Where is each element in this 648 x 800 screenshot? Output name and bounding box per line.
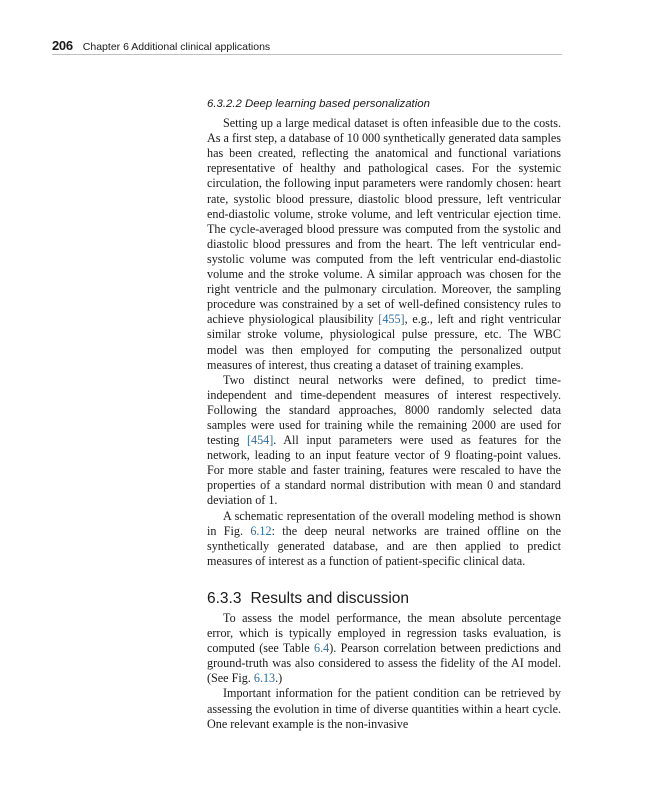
section-number: 6.3.3 bbox=[207, 589, 242, 607]
paragraph-1-text-end: , e.g., left and right ventricular similar stroke volume, physiological pulse pressure, etc. The WBC model was then employed for computing the personalized output measures of interest, thus creating a dataset of training examples. bbox=[207, 312, 561, 372]
paragraph-2-text-end: . All input parameters were used as features for the network, leading to an input feature vector of 9 floating-point values. For more stable and faster training, features were rescaled to have the properties of a standard normal distribution with mean 0 and standard deviation of 1. bbox=[207, 433, 561, 508]
paragraph-5 bbox=[207, 686, 561, 731]
paragraph-3 bbox=[207, 509, 561, 569]
figure-6-13-link[interactable]: 6.13 bbox=[253, 671, 276, 686]
header-rule bbox=[52, 54, 562, 55]
paragraph-1 bbox=[207, 116, 561, 373]
paragraph-4-text-mid: ). Pearson correlation between predictions and ground-truth was also considered to assess the fidelity of the AI model. (See Fig. bbox=[207, 641, 561, 686]
figure-6-12-link[interactable]: 6.12 bbox=[250, 523, 272, 538]
page-number: 206 bbox=[52, 38, 73, 53]
subsubsection-heading: 6.3.2.2 Deep learning based personalization bbox=[207, 98, 430, 110]
paragraph-3-text-end: : the deep neural networks are trained offline on the synthetically generated database, and are then applied to predict measures of interest as a function of patient-specific clinical data. bbox=[207, 523, 561, 568]
section-title: Results and discussion bbox=[250, 589, 410, 607]
paragraph-5-text: Important information for the patient condition can be retrieved by assessing the evolution in time of diverse quantities within a heart cycle. One relevant example is the non-invasive bbox=[207, 686, 561, 731]
paragraph-2 bbox=[207, 373, 561, 509]
paragraph-4-text-end: .) bbox=[275, 671, 283, 686]
chapter-title: Chapter 6 Additional clinical applications bbox=[82, 41, 271, 53]
paragraph-4 bbox=[207, 611, 561, 686]
body-text bbox=[207, 97, 561, 732]
section-heading bbox=[207, 591, 561, 606]
paragraph-1-text: Setting up a large medical dataset is often infeasible due to the costs. As a first step, a database of 10 000 synthetically generated data samples has been created, reflecting the anatomical and functional variations representative of healthy and pathological cases. For the systemic circulation, the following input parameters were randomly chosen: heart rate, systolic blood pressure, diastolic blood pressure, left ventricular end-diastolic volume, stroke volume, and left ventricular ejection time. The cycle-averaged blood pressure was computed from the systolic and diastolic blood pressures and from the heart. The left ventricular end-systolic volume was computed from the left ventricular end-diastolic volume and the stroke volume. A similar approach was chosen for the right ventricle and the pulmonary circulation. Moreover, the sampling procedure was constrained by a set of well-defined consistency rules to achieve physiological plausibility bbox=[207, 116, 561, 327]
table-6-4-link[interactable]: 6.4 bbox=[314, 641, 330, 656]
citation-455-link[interactable]: [455] bbox=[378, 312, 405, 327]
paragraph-4-text: To assess the model performance, the mean absolute percentage error, which is typically employed in regression tasks evaluation, is computed (see Table bbox=[207, 611, 561, 656]
running-head bbox=[52, 38, 562, 53]
paragraph-3-text: A schematic representation of the overall modeling method is shown in Fig. bbox=[207, 508, 561, 538]
citation-454-link[interactable]: [454] bbox=[246, 433, 274, 448]
paragraph-2-text: Two distinct neural networks were defined, to predict time-independent and time-dependent measures of interest respectively. Following the standard approaches, 8000 randomly selected data samples were used for training while the remaining 2000 are used for testing bbox=[207, 372, 561, 448]
